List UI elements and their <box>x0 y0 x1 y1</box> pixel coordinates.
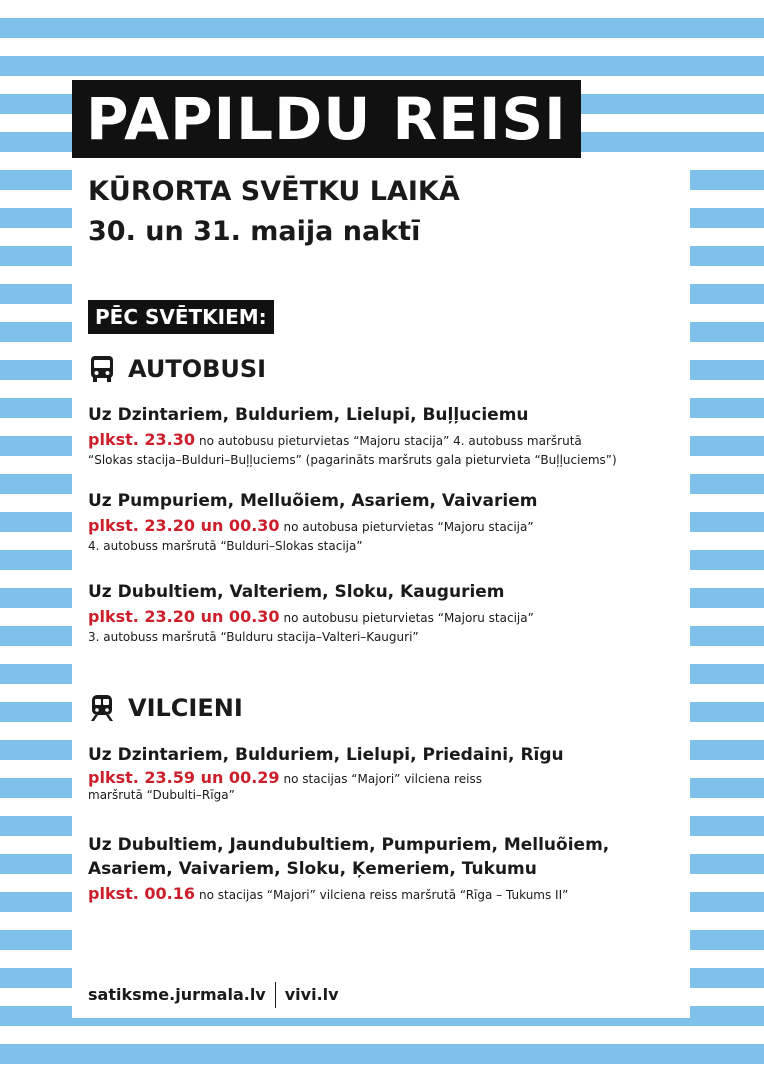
route-destination: Uz Dubultiem, Jaundubultiem, Pumpuriem, Melluõiem, <box>88 835 610 855</box>
route-info <box>88 884 683 905</box>
route-time: plkst. 23.30 <box>88 430 196 449</box>
footer-divider <box>275 982 276 1008</box>
bus-route-3 <box>88 580 683 647</box>
route-time: plkst. 23.59 un 00.29 <box>88 768 280 787</box>
footer-links <box>88 982 339 1008</box>
route-detail-2: 3. autobuss maršrutā “Bulduru stacija–Valteri–Kauguri” <box>88 630 419 644</box>
bus-category-title: AUTOBUSI <box>128 355 267 383</box>
train-route-1 <box>88 743 683 805</box>
bus-category-header <box>88 355 266 383</box>
route-destination-2: Asariem, Vaivariem, Sloku, Ķemeriem, Tukumu <box>88 859 537 879</box>
subtitle <box>88 172 460 252</box>
bus-icon <box>88 355 116 383</box>
section-label: PĒC SVĒTKIEM: <box>88 300 274 334</box>
route-info <box>88 430 683 451</box>
route-detail: no autobusu pieturvietas “Majoru stacija” <box>283 611 534 625</box>
route-time: plkst. 00.16 <box>88 884 196 903</box>
footer-link-vivi[interactable]: vivi.lv <box>284 985 339 1004</box>
route-detail-2: “Slokas stacija–Bulduri–Buļļuciems” (pagarināts maršruts gala pieturvieta “Buļļuciems”) <box>88 453 617 467</box>
route-detail: no autobusu pieturvietas “Majoru stacija” 4. autobuss maršrutā <box>199 434 582 448</box>
route-info <box>88 607 683 628</box>
route-info <box>88 516 683 537</box>
footer-link-satiksme[interactable]: satiksme.jurmala.lv <box>88 985 266 1004</box>
route-detail-2: maršrutā “Dubulti–Rīga” <box>88 788 235 802</box>
subtitle-line-1: KŪRORTA SVĒTKU LAIKĀ <box>88 176 460 207</box>
train-category-title: VILCIENI <box>128 694 243 722</box>
train-category-header <box>88 694 243 722</box>
route-detail-2: 4. autobuss maršrutā “Bulduri–Slokas stacija” <box>88 539 363 553</box>
bus-route-1 <box>88 403 683 470</box>
route-destination: Uz Pumpuriem, Melluõiem, Asariem, Vaivariem <box>88 491 538 511</box>
route-detail: no stacijas “Majori” vilciena reiss <box>283 772 482 786</box>
route-time: plkst. 23.20 un 00.30 <box>88 516 280 535</box>
route-time: plkst. 23.20 un 00.30 <box>88 607 280 626</box>
train-icon <box>88 694 116 722</box>
route-destination: Uz Dubultiem, Valteriem, Sloku, Kauguriem <box>88 582 505 602</box>
route-destination: Uz Dzintariem, Bulduriem, Lielupi, Buļļuciemu <box>88 405 529 425</box>
train-route-2 <box>88 833 683 905</box>
route-destination: Uz Dzintariem, Bulduriem, Lielupi, Priedaini, Rīgu <box>88 745 564 765</box>
route-detail: no autobusa pieturvietas “Majoru stacija” <box>283 520 534 534</box>
poster-headline: PAPILDU REISI <box>72 80 581 158</box>
bus-route-2 <box>88 489 683 556</box>
route-detail: no stacijas “Majori” vilciena reiss maršrutā “Rīga – Tukums II” <box>199 888 569 902</box>
subtitle-line-2: 30. un 31. maija naktī <box>88 216 421 247</box>
